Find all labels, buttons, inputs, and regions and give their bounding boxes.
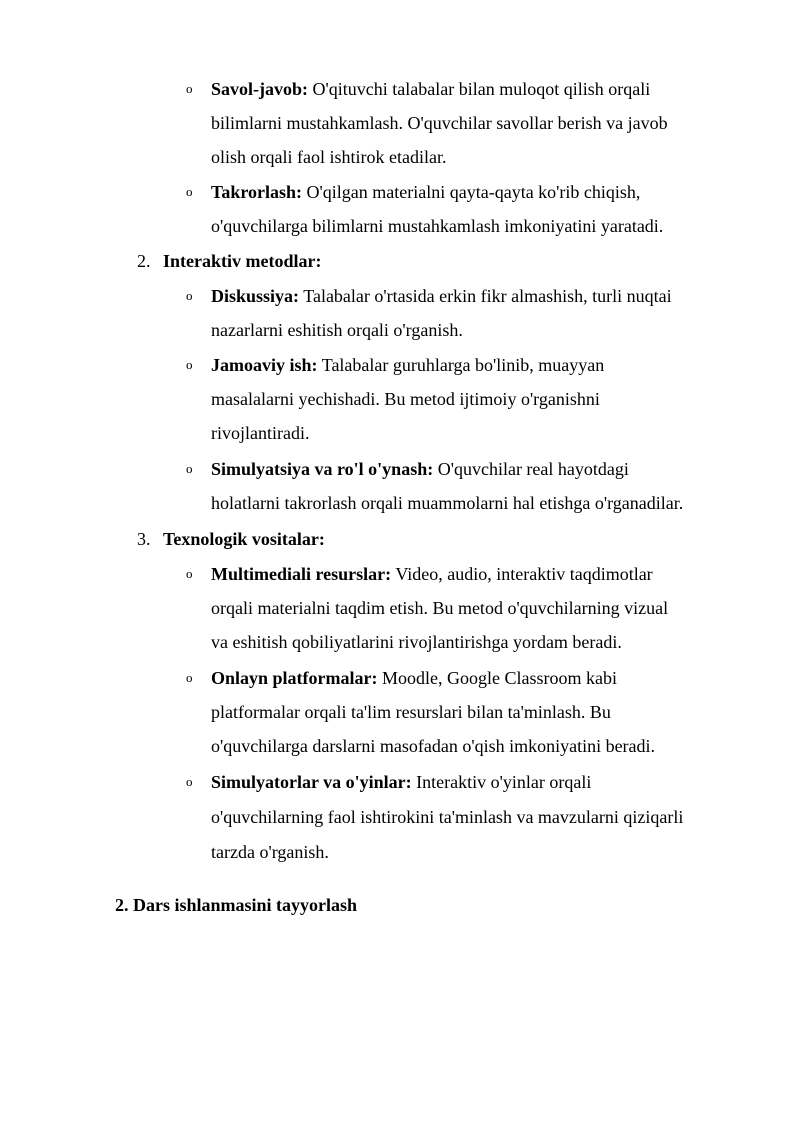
item-text: Moodle, Google Classroom kabi [382,668,617,688]
item-text: Interaktiv o'yinlar orqali [416,772,592,792]
list-item [211,181,640,203]
item-text: rivojlantiradi. [211,423,310,443]
bullet-marker: o [186,461,193,476]
list-item [211,563,653,585]
item-text: va eshitish qobiliyatlarini rivojlantirishga yordam beradi. [211,632,622,652]
item-text: bilimlarni mustahkamlash. O'quvchilar savollar berish va javob [211,113,668,133]
list-item [211,78,650,100]
item-term: Simulyatsiya va ro'l o'ynash: [211,459,434,479]
subheading: Interaktiv metodlar: [163,251,322,271]
item-text: O'qituvchi talabalar bilan muloqot qilish orqali [312,79,651,99]
bullet-marker: o [186,81,193,96]
list-item [211,354,604,376]
bullet-marker: o [186,184,193,199]
list-number: 2. [137,251,151,271]
list-item [211,458,629,480]
item-text: O'qilgan materialni qayta-qayta ko'rib chiqish, [306,182,641,202]
list-number: 3. [137,529,151,549]
item-text: Talabalar guruhlarga bo'linib, muayyan [321,355,605,375]
item-text: o'quvchilarga bilimlarni mustahkamlash imkoniyatini yaratadi. [211,216,664,236]
section-heading: 2. Dars ishlanmasini tayyorlash [115,895,358,915]
item-term: Jamoaviy ish: [211,355,318,375]
list-item [211,667,617,689]
bullet-marker: o [186,288,193,303]
bullet-marker: o [186,566,193,581]
subheading: Texnologik vositalar: [163,529,325,549]
item-term: Simulyatorlar va o'yinlar: [211,772,412,792]
item-text: Video, audio, interaktiv taqdimotlar [395,564,653,584]
item-text: O'quvchilar real hayotdagi [437,459,629,479]
bullet-marker: o [186,357,193,372]
item-term: Multimediali resurslar: [211,564,392,584]
list-item [211,285,672,307]
item-text: platformalar orqali ta'lim resurslari bilan ta'minlash. Bu [211,702,611,722]
item-text: o'quvchilarning faol ishtirokini ta'minlash va mavzularni qiziqarli [211,807,684,827]
item-text: masalalarni yechishadi. Bu metod ijtimoiy o'rganishni [211,389,600,409]
item-text: orqali materialni taqdim etish. Bu metod o'quvchilarning vizual [211,598,669,618]
item-text: tarzda o'rganish. [211,842,329,862]
item-text: holatlarni takrorlash orqali muammolarni hal etishga o'rganadilar. [211,493,684,513]
item-term: Takrorlash: [211,182,303,202]
bullet-marker: o [186,774,193,789]
item-text: Talabalar o'rtasida erkin fikr almashish, turli nuqtai [303,286,672,306]
item-text: o'quvchilarga darslarni masofadan o'qish imkoniyatini beradi. [211,736,656,756]
item-text: olish orqali faol ishtirok etadilar. [211,147,447,167]
item-term: Savol-javob: [211,79,309,99]
item-text: nazarlarni eshitish orqali o'rganish. [211,320,463,340]
bullet-marker: o [186,670,193,685]
list-item [211,771,591,793]
item-term: Onlayn platformalar: [211,668,378,688]
item-term: Diskussiya: [211,286,300,306]
